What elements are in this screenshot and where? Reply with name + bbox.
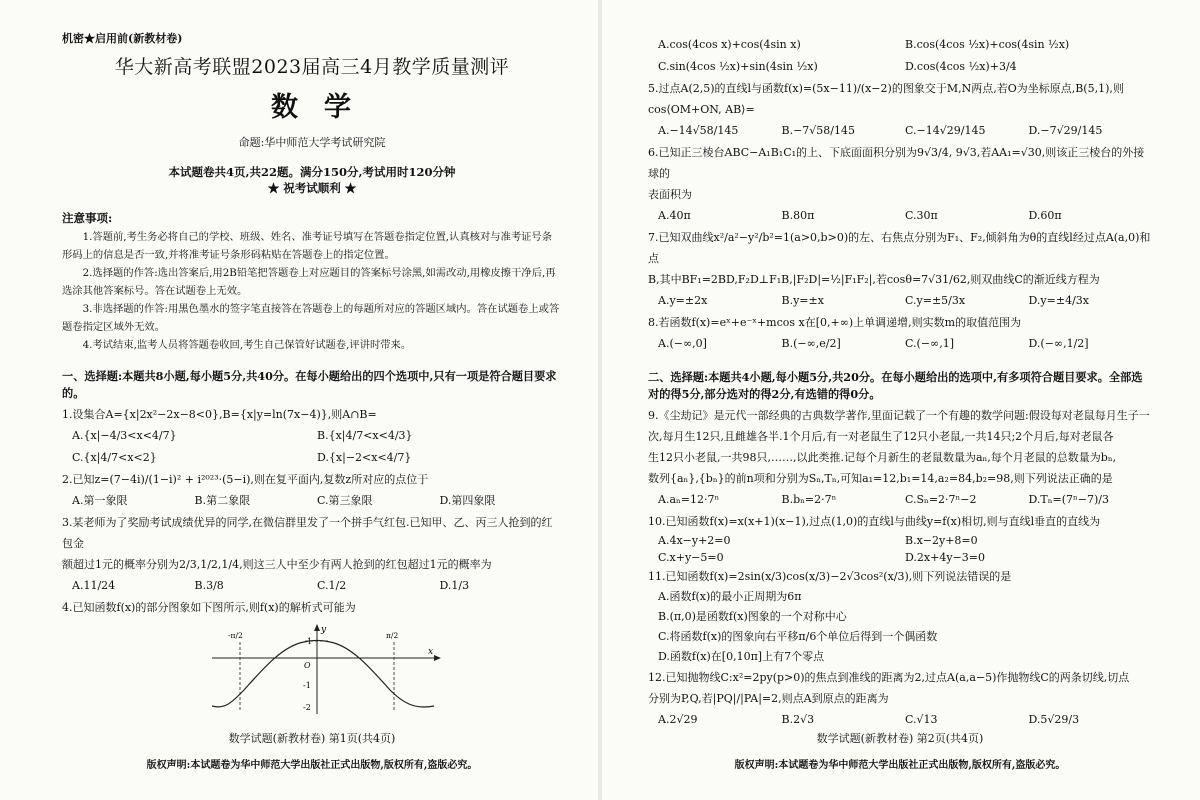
question-3-stem-line2: 额超过1元的概率分别为2/3,1/2,1/4,则这三人中至少有两人抢到的红包超过1元的概率为 (62, 558, 492, 571)
question-4 (62, 597, 562, 716)
function-curve (212, 641, 434, 708)
page-1-footer: 数学试题(新教材卷) 第1页(共4页) (228, 732, 396, 745)
option-b: B.80π (781, 209, 815, 222)
graph-tick-neg1: -1 (303, 681, 311, 690)
question-11 (648, 566, 1152, 667)
question-5-stem-line2: cos⟨OM+ON, AB⟩= (648, 103, 755, 116)
option-b: B.(π,0)是函数f(x)图象的一个对称中心 (658, 610, 847, 623)
question-9 (648, 405, 1152, 511)
option-c: C.{x|4/7<x<2} (72, 451, 157, 464)
question-2 (62, 469, 562, 512)
option-a: A.y=±2x (658, 294, 708, 307)
question-12-stem-line2: 分别为P,Q,若|PQ|/|PA|=2,则点A到原点的距离为 (648, 692, 889, 705)
question-5-stem-line1: 5.过点A(2,5)的直线l与函数f(x)=(5x−11)/(x−2)的图象交于M,N两点,若O为坐标原点,B(5,1),则 (648, 82, 1124, 95)
question-2-stem: 2.已知z=(7−4i)/(1−i)² + i²⁰²³·(5−i),则在复平面内,复数z所对应的点位于 (62, 473, 429, 486)
page-1-footer-box (62, 730, 562, 771)
function-graph (212, 624, 442, 716)
option-c: C.y=±5/3x (905, 294, 966, 307)
option-b: B.(−∞,e/2] (781, 337, 841, 350)
graph-x-arrow (434, 655, 441, 661)
note-item: 4.考试结束,监考人员将答题卷收回,考生自己保管好试题卷,评讲时带来。 (82, 339, 412, 351)
question-12-options (648, 709, 1152, 731)
secret-label: 机密★启用前(新教材卷) (62, 32, 183, 45)
question-9-line: 9.《尘劫记》是元代一部经典的古典数学著作,里面记载了一个有趣的数学问题:假设每对老鼠每月生子一 (648, 409, 1150, 422)
notes-title: 注意事项: (62, 211, 113, 225)
graph-tick-1: 1 (307, 637, 313, 646)
graph-tick-left: -π/2 (228, 631, 243, 640)
option-d: D.2x+4y−3=0 (905, 551, 985, 564)
question-12 (648, 667, 1152, 731)
question-11-stem: 11.已知函数f(x)=2sin(x/3)cos(x/3)−2√3cos²(x/3),则下列说法错误的是 (648, 570, 1012, 583)
option-c: C.(−∞,1] (905, 337, 954, 350)
option-c: C.sin(4cos ½x)+sin(4sin ½x) (658, 60, 818, 73)
option-d: D.(−∞,1/2] (1028, 337, 1089, 350)
option-d: D.第四象限 (439, 494, 496, 507)
question-7-stem-line2: B,其中BF₁=2BD,F₂D⊥F₁B,|F₂D|=½|F₁F₂|,若cosθ=7√31/62,则双曲线C的渐近线方程为 (648, 273, 1100, 286)
author-line: 命题:华中师范大学考试研究院 (238, 136, 386, 149)
question-9-line: 数列{aₙ},{bₙ}的前n项和分别为Sₙ,Tₙ,可知a₁=12,b₁=14,a₂=84,b₂=98,则下列说法正确的是 (648, 472, 1113, 485)
note-item: 1.答题前,考生务必将自己的学校、班级、姓名、准考证号填写在答题卷指定位置,认真核对与准考证号条形码上的信息是否一致,并将准考证号条形码粘贴在答题卷上的指定位置。 (62, 231, 553, 261)
option-d: D.y=±4/3x (1028, 294, 1089, 307)
option-c: C.x+y−5=0 (658, 551, 724, 564)
question-9-options (648, 489, 1152, 511)
question-12-stem-line1: 12.已知抛物线C:x²=2py(p>0)的焦点到准线的距离为2,过点A(a,a−5)作抛物线C的两条切线,切点 (648, 671, 1130, 684)
graph-x-label: x (428, 647, 434, 657)
option-d: D.{x|−2<x<4/7} (317, 451, 412, 464)
question-5 (648, 78, 1152, 142)
question-5-options (648, 120, 1152, 142)
question-8 (648, 312, 1152, 355)
question-10 (648, 511, 1152, 566)
page-2-copyright: 版权声明:本试题卷为华中师范大学出版社正式出版物,版权所有,盗版必究。 (734, 760, 1066, 771)
option-c: C.30π (905, 209, 938, 222)
option-a: A.−14√58/145 (658, 124, 739, 137)
option-b: B.cos(4cos ½x)+cos(4sin ½x) (905, 38, 1070, 51)
question-4-options-grid (648, 34, 1152, 78)
graph-origin-label: O (304, 661, 311, 670)
main-title: 华大新高考联盟2023届高三4月教学质量测评 (114, 56, 510, 78)
graph-y-arrow (314, 624, 320, 631)
question-3-stem-line1: 3.某老师为了奖励考试成绩优异的同学,在微信群里发了一个拼手气红包.已知甲、乙、丙三人抢到的红包金 (62, 516, 553, 550)
question-1-stem: 1.设集合A={x|2x²−2x−8<0},B={x|y=ln(7x−4)},则A∩B= (62, 408, 377, 421)
question-3 (62, 512, 562, 597)
option-d: D.1/3 (439, 579, 470, 592)
question-7-options (648, 290, 1152, 312)
option-c: C.第三象限 (317, 494, 373, 507)
question-1-options (62, 425, 562, 469)
subject-title: 数学 (271, 92, 377, 123)
question-6-stem-line1: 6.已知正三棱台ABC−A₁B₁C₁的上、下底面面积分别为9√3/4, 9√3,若AA₁=√30,则该正三棱台的外接球的 (648, 146, 1145, 180)
question-7-stem-line1: 7.已知双曲线x²/a²−y²/b²=1(a>0,b>0)的左、右焦点分别为F₁、F₂,倾斜角为θ的直线l经过点A(a,0)和点 (648, 231, 1151, 265)
option-b: B.3/8 (194, 579, 224, 592)
question-10-stem: 10.已知函数f(x)=x(x+1)(x−1),过点(1,0)的直线l与曲线y=f(x)相切,则与直线l垂直的直线为 (648, 515, 1101, 528)
question-11-options (648, 587, 1152, 667)
question-9-line: 次,每月生12只,且雌雄各半.1个月后,有一对老鼠生了12只小老鼠,一共14只;2个月后,每对老鼠各 (648, 430, 1114, 443)
question-6 (648, 142, 1152, 227)
graph-tick-right: π/2 (386, 631, 399, 640)
option-a: A.40π (658, 209, 691, 222)
option-c: C.1/2 (317, 579, 347, 592)
question-9-line: 生12只小老鼠,一共98只,……,以此类推.记每个月新生的老鼠数量为aₙ,每个月老鼠的总数量为bₙ, (648, 451, 1117, 464)
question-2-options (62, 490, 562, 512)
note-item: 2.选择题的作答:选出答案后,用2B铅笔把答题卷上对应题目的答案标号涂黑,如需改动,用橡皮擦干净后,再选涂其他答案标号。答在试题卷上无效。 (62, 267, 556, 297)
option-d: D.5√29/3 (1028, 713, 1080, 726)
option-d: D.cos(4cos ½x)+3/4 (905, 60, 1017, 73)
option-b: B.x−2y+8=0 (905, 534, 978, 547)
wish-line: ★ 祝考试顺利 ★ (267, 181, 357, 195)
option-c: C.−14√29/145 (905, 124, 986, 137)
option-a: A.第一象限 (72, 494, 128, 507)
option-d: D.函数f(x)在[0,10π]上有7个零点 (658, 650, 825, 663)
option-b: B.2√3 (781, 713, 815, 726)
option-a: A.aₙ=12·7ⁿ (658, 493, 720, 506)
question-6-options (648, 205, 1152, 227)
section-1-heading: 一、选择题:本题共8小题,每小题5分,共40分。在每小题给出的四个选项中,只有一项是符合题目要求的。 (62, 369, 557, 400)
question-8-options (648, 333, 1152, 355)
question-7 (648, 227, 1152, 312)
graph-tick-neg2: -2 (303, 703, 311, 712)
option-a: A.{x|−4/3<x<4/7} (72, 429, 177, 442)
option-d: D.Tₙ=(7ⁿ−7)/3 (1028, 493, 1109, 506)
option-b: B.第二象限 (194, 494, 251, 507)
exam-info: 本试题卷共4页,共22题。满分150分,考试用时120分钟 (168, 165, 456, 179)
page-2-footer: 数学试题(新教材卷) 第2页(共4页) (816, 732, 984, 745)
option-b: B.bₙ=2·7ⁿ (781, 493, 837, 506)
option-a: A.4x−y+2=0 (658, 534, 731, 547)
option-a: A.函数f(x)的最小正周期为6π (658, 590, 802, 603)
option-c: C.Sₙ=2·7ⁿ−2 (905, 493, 977, 506)
question-10-options (648, 532, 1152, 566)
page-2 (600, 0, 1200, 800)
question-1 (62, 404, 562, 469)
option-b: B.{x|4/7<x<4/3} (317, 429, 413, 442)
option-d: D.60π (1028, 209, 1062, 222)
option-a: A.11/24 (72, 579, 116, 592)
option-b: B.−7√58/145 (781, 124, 856, 137)
option-a: A.(−∞,0] (658, 337, 707, 350)
option-a: A.cos(4cos x)+cos(4sin x) (658, 38, 801, 51)
option-d: D.−7√29/145 (1028, 124, 1103, 137)
option-b: B.y=±x (781, 294, 824, 307)
question-3-options (62, 575, 562, 597)
note-item: 3.非选择题的作答:用黑色墨水的签字笔直接答在答题卷上的每题所对应的答题区域内。答在试题卷上或答题卷指定区域外无效。 (62, 303, 560, 333)
page-1-copyright: 版权声明:本试题卷为华中师范大学出版社正式出版物,版权所有,盗版必究。 (146, 760, 478, 771)
graph-y-label: y (321, 625, 327, 635)
section-2-heading: 二、选择题:本题共4小题,每小题5分,共20分。在每小题给出的选项中,有多项符合题目要求。全部选对的得5分,部分选对的得2分,有选错的得0分。 (648, 370, 1143, 401)
option-c: C.√13 (905, 713, 938, 726)
question-4-options (648, 34, 1152, 78)
page-2-footer-box (648, 730, 1152, 771)
question-6-stem-line2: 表面积为 (648, 188, 692, 201)
option-a: A.2√29 (658, 713, 698, 726)
option-c: C.将函数f(x)的图象向右平移π/6个单位后得到一个偶函数 (658, 630, 938, 643)
question-4-stem: 4.已知函数f(x)的部分图象如下图所示,则f(x)的解析式可能为 (62, 601, 356, 614)
question-8-stem: 8.若函数f(x)=eˣ+e⁻ˣ+mcos x在[0,+∞)上单调递增,则实数m的取值范围为 (648, 316, 1022, 329)
